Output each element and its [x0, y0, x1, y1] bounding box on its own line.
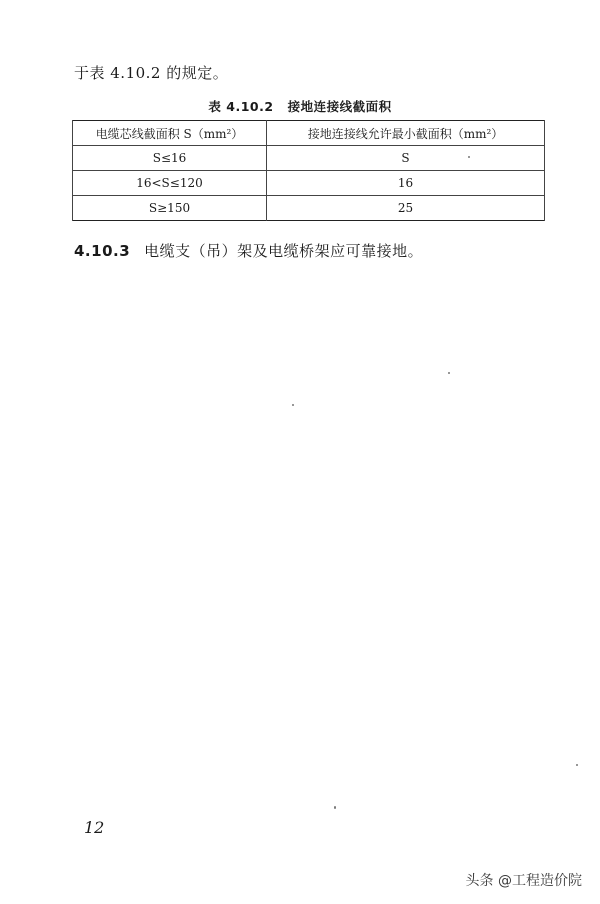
table-cell: S≥150: [73, 196, 267, 221]
table-cell: 16: [267, 171, 545, 196]
scan-speck: [334, 806, 336, 809]
table-caption-number: 表 4.10.2: [208, 99, 274, 114]
table-caption-title: 接地连接线截面积: [287, 99, 392, 114]
table-cell: S≤16: [73, 146, 267, 171]
table-cell: 25: [267, 196, 545, 221]
table-cell: S: [267, 146, 545, 171]
intro-line: 于表 4.10.2 的规定。: [74, 64, 229, 82]
section-number: 4.10.3: [74, 242, 131, 260]
grounding-table: [72, 120, 545, 221]
section-line: [74, 240, 423, 261]
scan-speck: [468, 156, 470, 158]
scan-speck: [576, 764, 578, 766]
table-row: [73, 196, 545, 221]
page-number: 12: [84, 818, 105, 837]
column-header-core-section: 电缆芯线截面积 S（mm²）: [73, 121, 267, 146]
table-row: [73, 171, 545, 196]
table-row: [73, 146, 545, 171]
scan-speck: [448, 372, 450, 374]
table-caption: [0, 97, 600, 115]
table-header-row: [73, 121, 545, 146]
watermark: 头条 @工程造价院: [465, 873, 582, 889]
table-cell: 16<S≤120: [73, 171, 267, 196]
scan-speck: [292, 404, 294, 406]
section-text: 电缆支（吊）架及电缆桥架应可靠接地。: [144, 242, 424, 260]
column-header-min-ground-section: 接地连接线允许最小截面积（mm²）: [267, 121, 545, 146]
